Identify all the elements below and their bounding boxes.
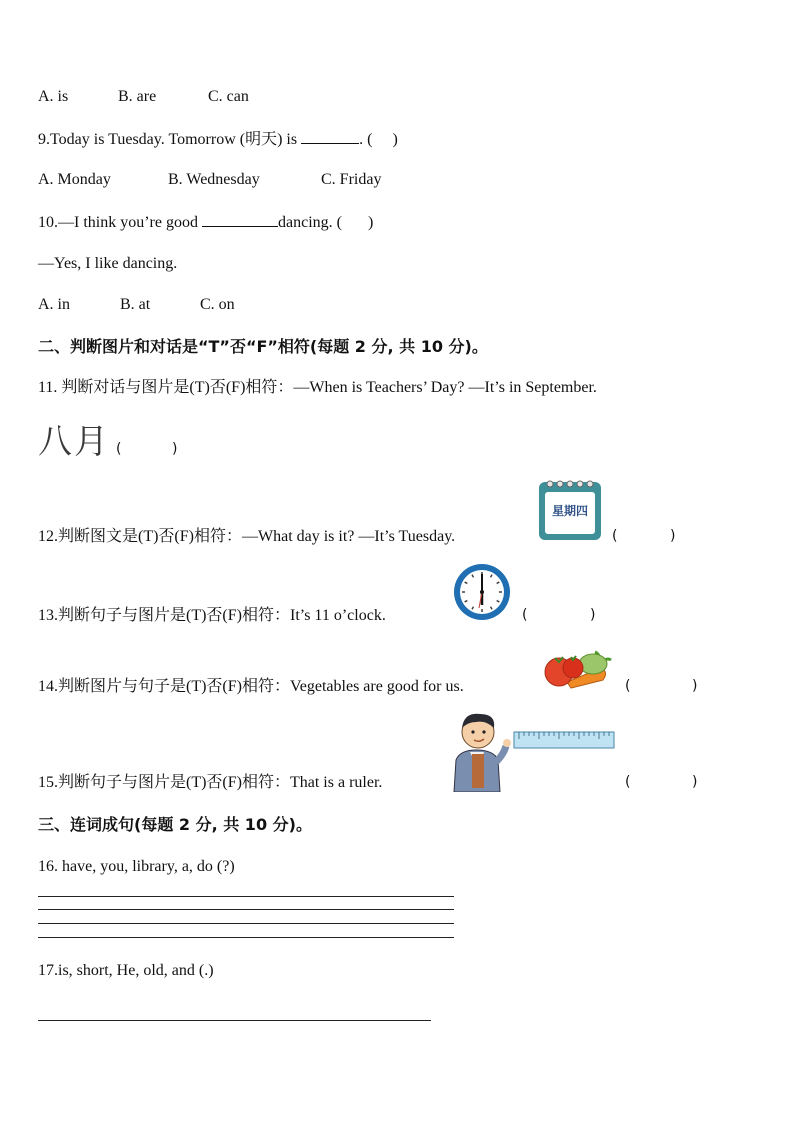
q17-text: 17.is, short, He, old, and (.) bbox=[38, 962, 214, 979]
q9-text-after: . ( bbox=[359, 131, 373, 148]
q9-option-b: B. Wednesday bbox=[168, 171, 260, 188]
q10-option-a: A. in bbox=[38, 296, 70, 313]
q11-text: 11. 判断对话与图片是(T)否(F)相符：—When is Teachers’ Day? —It’s in September. bbox=[38, 379, 597, 396]
calendar-icon bbox=[537, 476, 603, 542]
q9-options bbox=[38, 170, 381, 190]
q15-text: 15.判断句子与图片是(T)否(F)相符：That is a ruler. bbox=[38, 774, 383, 791]
q13-text: 13.判断句子与图片是(T)否(F)相符：It’s 11 o’clock. bbox=[38, 607, 386, 624]
q10-paren-close: ) bbox=[367, 214, 374, 231]
q9-text: 9.Today is Tuesday. Tomorrow (明天) is bbox=[38, 131, 302, 148]
q9-option-c: C. Friday bbox=[321, 171, 382, 188]
q16-answer-line-2[interactable] bbox=[38, 909, 454, 910]
q12-paren-open: ( bbox=[612, 528, 618, 544]
q13-paren-close: ) bbox=[590, 607, 596, 623]
q17-answer-line[interactable] bbox=[38, 1020, 431, 1021]
q10-reply: —Yes, I like dancing. bbox=[38, 255, 178, 272]
q8-option-c: C. can bbox=[208, 88, 249, 105]
q10-option-b: B. at bbox=[120, 296, 151, 313]
q10-question bbox=[38, 212, 373, 233]
q8-options bbox=[38, 87, 249, 107]
section-3-heading: 三、连词成句(每题 2 分, 共 10 分)。 bbox=[38, 815, 312, 834]
ruler-icon bbox=[513, 731, 615, 754]
q8-option-b: B. are bbox=[118, 88, 157, 105]
q14-text: 14.判断图片与句子是(T)否(F)相符：Vegetables are good for us. bbox=[38, 678, 464, 695]
q10-option-c: C. on bbox=[200, 296, 235, 313]
q14-paren-open: ( bbox=[625, 678, 631, 694]
q16-answer-line-3[interactable] bbox=[38, 923, 454, 924]
q9-paren-close: ) bbox=[392, 131, 398, 148]
q16-text: 16. have, you, library, a, do (?) bbox=[38, 858, 235, 875]
section-2-heading: 二、判断图片和对话是“T”否“F”相符(每题 2 分, 共 10 分)。 bbox=[38, 337, 488, 356]
q13-paren-open: ( bbox=[522, 607, 528, 623]
q12-text: 12.判断图文是(T)否(F)相符：—What day is it? —It’s Tuesday. bbox=[38, 528, 456, 545]
q8-option-a: A. is bbox=[38, 88, 69, 105]
vegetables-icon bbox=[543, 638, 613, 697]
clock-icon bbox=[452, 562, 512, 627]
q9-option-a: A. Monday bbox=[38, 171, 111, 188]
q10-blank bbox=[202, 212, 278, 227]
boy-pointing-icon bbox=[446, 708, 512, 797]
q15-paren-close: ) bbox=[692, 774, 698, 790]
q12-paren-close: ) bbox=[670, 528, 676, 544]
q11-image-august: 八月 bbox=[38, 422, 110, 462]
q15-paren-open: ( bbox=[625, 774, 631, 790]
q9-question bbox=[38, 129, 398, 150]
q10-options bbox=[38, 295, 235, 315]
q9-blank bbox=[301, 129, 359, 144]
q16-answer-line-1[interactable] bbox=[38, 896, 454, 897]
q10-text: 10.—I think you’re good bbox=[38, 214, 202, 231]
q11-paren-open: ( bbox=[116, 441, 122, 457]
q14-paren-close: ) bbox=[692, 678, 698, 694]
calendar-label: 星期四 bbox=[551, 504, 588, 518]
q10-text-after: dancing. ( bbox=[277, 214, 342, 231]
q16-answer-line-4[interactable] bbox=[38, 937, 454, 938]
q11-paren-close: ) bbox=[172, 441, 178, 457]
